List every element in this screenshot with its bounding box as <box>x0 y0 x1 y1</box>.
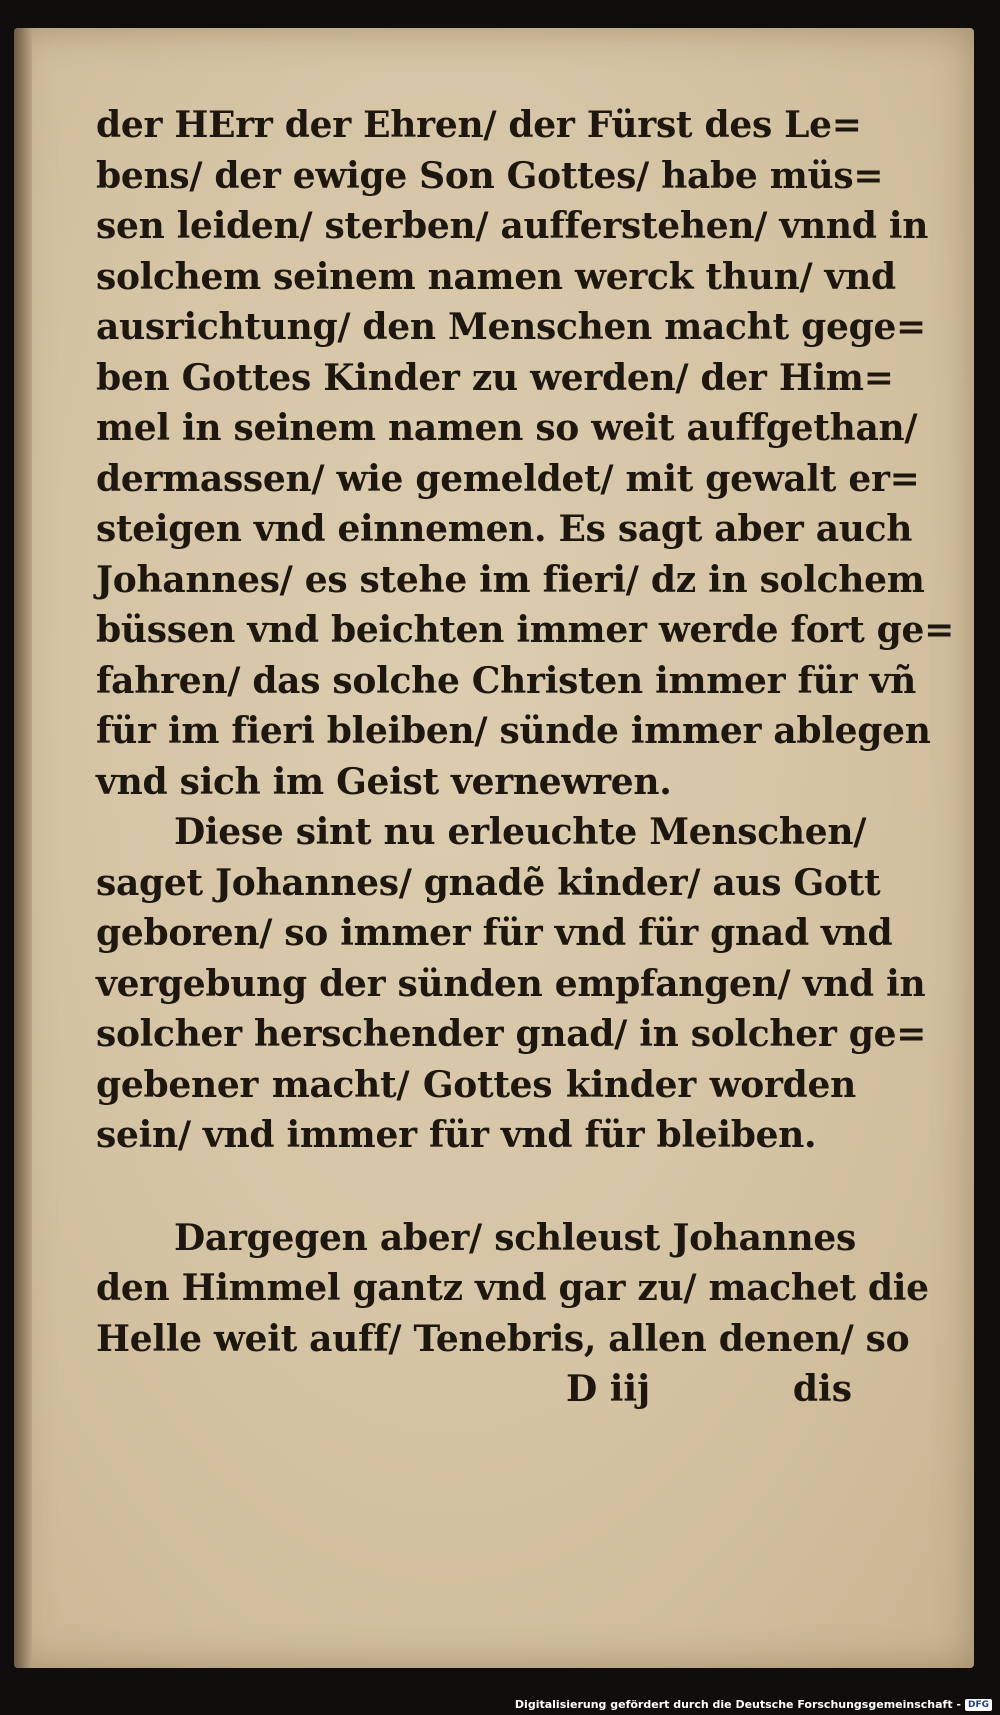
text-line: Diese sint nu erleuchte Menschen/ <box>174 811 867 853</box>
text-line: ausrichtung/ den Menschen macht gege= <box>96 306 926 348</box>
text-line: fahren/ das solche Christen immer für vñ <box>96 659 916 702</box>
text-line: der HErr der Ehren/ der Fürst des Le= <box>96 104 862 146</box>
text-line: Johannes/ es stehe im fieri/ dz in solchem <box>96 558 925 601</box>
text-line: steigen vnd einnemen. Es sagt aber auch <box>96 508 913 550</box>
page-edge <box>14 28 32 1668</box>
text-line: büssen vnd beichten immer werde fort ge= <box>96 609 954 651</box>
dfg-logo: DFG <box>965 1699 992 1711</box>
text-line: ben Gottes Kinder zu werden/ der Him= <box>96 356 894 399</box>
paragraph-2 <box>96 807 927 1161</box>
text-line: Dargegen aber/ schleust Johannes <box>174 1216 856 1259</box>
text-line: den Himmel gantz vnd gar zu/ machet die <box>96 1267 929 1309</box>
text-line: gebener macht/ Gottes kinder worden <box>96 1063 856 1106</box>
paragraph-gap <box>96 1161 856 1213</box>
signature-line <box>96 1364 856 1415</box>
text-line: vergebung der sünden empfangen/ vnd in <box>96 962 926 1005</box>
signature-mark: D iij <box>566 1368 651 1410</box>
book-page <box>14 28 974 1668</box>
footer-credit <box>515 1698 992 1711</box>
text-line: solcher herschender gnad/ in solcher ge= <box>96 1013 927 1055</box>
text-line: sen leiden/ sterben/ aufferstehen/ vnnd in <box>96 205 929 247</box>
footer-text: Digitalisierung gefördert durch die Deutsche Forschungsgemeinschaft - <box>514 1698 961 1711</box>
text-block <box>96 100 954 1415</box>
text-line: Helle weit auff/ Tenebris, allen denen/ so <box>96 1317 910 1360</box>
text-line: solchem seinem namen werck thun/ vnd <box>96 255 896 298</box>
text-line: mel in seinem namen so weit auffgethan/ <box>96 407 918 449</box>
text-line: vnd sich im Geist vernewren. <box>96 760 672 803</box>
paragraph-1 <box>96 100 954 807</box>
text-line: für im fieri bleiben/ sünde immer ablegen <box>96 710 931 752</box>
text-line: saget Johannes/ gnadẽ kinder/ aus Gott <box>96 861 881 904</box>
text-line: bens/ der ewige Son Gottes/ habe müs= <box>96 154 884 197</box>
text-line: sein/ vnd immer für vnd für bleiben. <box>96 1114 817 1156</box>
text-line: geboren/ so immer für vnd für gnad vnd <box>96 912 893 954</box>
catchword: dis <box>792 1368 852 1410</box>
paragraph-3 <box>96 1213 929 1365</box>
text-line: dermassen/ wie gemeldet/ mit gewalt er= <box>96 457 920 500</box>
